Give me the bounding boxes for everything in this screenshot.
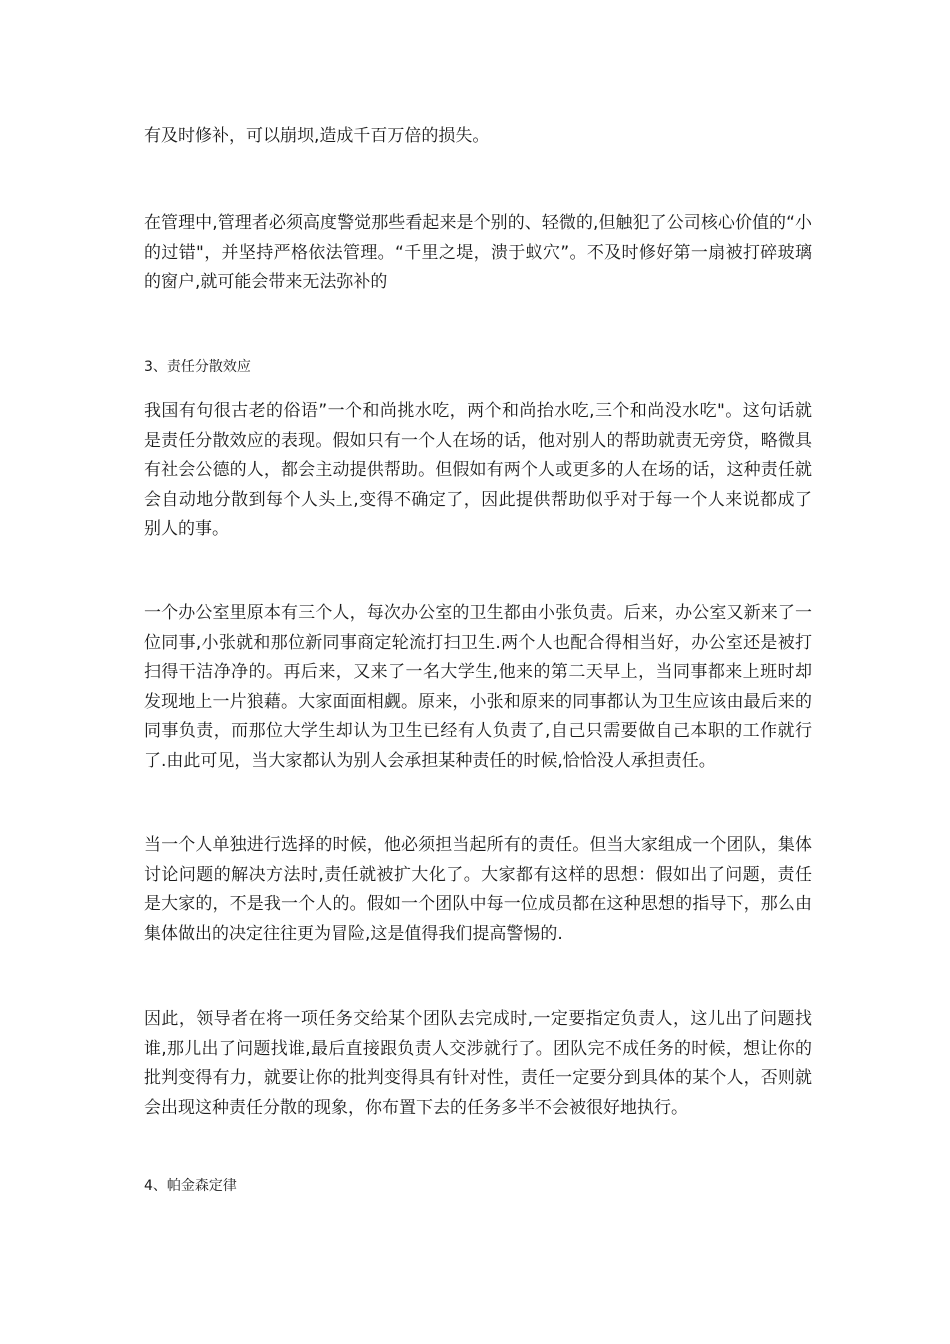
paragraph-office-cleaning: 一个办公室里原本有三个人，每次办公室的卫生都由小张负责。后来，办公室又新来了一位同事,小张就和那位新同事商定轮流打扫卫生.两个人也配合得相当好，办公室还是被打扫得干洁净净的。再后来，又来了一名大学生,他来的第二天早上，当同事都来上班时却发现地上一片狼藉。大家面面相觑。原来，小张和原来的同事都认为卫生应该由最后来的同事负责，而那位大学生却认为卫生已经有人负责了,自己只需要做自己本职的工作就行了.由此可见，当大家都认为别人会承担某种责任的时候,恰恰没人承担责任。 (144, 603, 812, 771)
paragraph-team-responsibility: 当一个人单独进行选择的时候，他必须担当起所有的责任。但当大家组成一个团队，集体讨论问题的解决方法时,责任就被扩大化了。大家都有这样的思想：假如出了问题，责任是大家的，不是我一个人的。假如一个团队中每一位成员都在这种思想的指导下，那么由集体做出的决定往往更为冒险,这是值得我们提高警惕的. (144, 835, 812, 944)
section-heading-diffusion-of-responsibility: 3、责任分散效应 (144, 359, 251, 375)
paragraph-three-monks: 我国有句很古老的俗语”一个和尚挑水吃，两个和尚抬水吃,三个和尚没水吃"。这句话就是责任分散效应的表现。假如只有一个人在场的话，他对别人的帮助就责无旁贷，略微具有社会公德的人，都会主动提供帮助。但假如有两个人或更多的人在场的话，这种责任就会自动地分散到每个人头上,变得不确定了，因此提供帮助似乎对于每一个人来说都成了别人的事。 (144, 401, 812, 539)
paragraph-dam-loss: 有及时修补，可以崩坝,造成千百万倍的损失。 (144, 126, 490, 146)
section-heading-parkinson-law: 4、帕金森定律 (144, 1178, 237, 1194)
paragraph-leader-assign-task: 因此，领导者在将一项任务交给某个团队去完成时,一定要指定负责人，这儿出了问题找谁,那儿出了问题找谁,最后直接跟负责人交涉就行了。团队完不成任务的时候，想让你的批判变得有力，就要让你的批判变得具有针对性，责任一定要分到具体的某个人，否则就会出现这种责任分散的现象，你布置下去的任务多半不会被很好地执行。 (144, 1009, 812, 1118)
paragraph-management-small-errors: 在管理中,管理者必须高度警觉那些看起来是个别的、轻微的,但触犯了公司核心价值的“小的过错"，并坚持严格依法管理。“千里之堤，溃于蚁穴”。不及时修好第一扇被打碎玻璃的窗户,就可能会带来无法弥补的 (144, 213, 812, 292)
